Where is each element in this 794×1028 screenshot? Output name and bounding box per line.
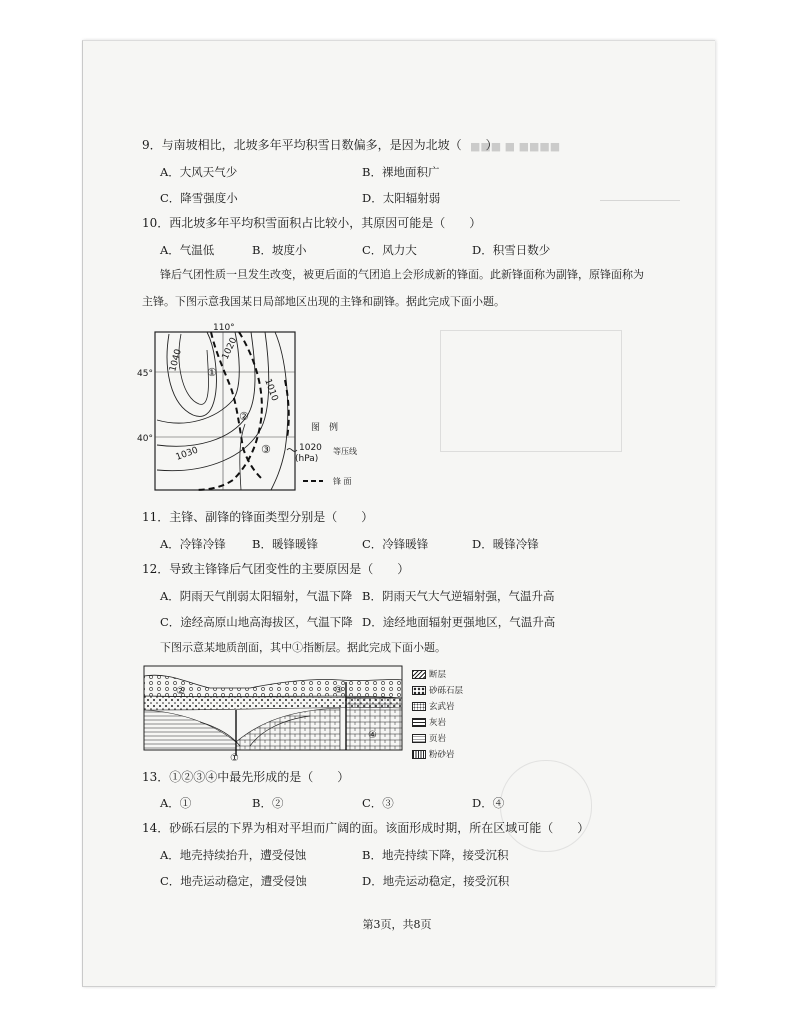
geologic-section: [140, 662, 410, 762]
isobar-1010: [271, 332, 288, 490]
section-point-1: ①: [230, 753, 239, 762]
shale-swatch: [412, 734, 426, 743]
legend-fault: 断层: [412, 668, 446, 680]
question-11-option-c[interactable]: C．冷锋暖锋: [362, 537, 429, 551]
question-14-option-a[interactable]: A．地壳持续抬升，遭受侵蚀: [160, 848, 307, 862]
question-13-option-c[interactable]: C．③: [362, 796, 394, 810]
legend-limestone: 灰岩: [412, 716, 446, 728]
limestone-swatch: [412, 718, 426, 727]
question-10-stem: 10．西北坡多年平均积雪面积占比较小，其原因可能是（ ）: [142, 216, 482, 230]
legend-shale: 页岩: [412, 732, 446, 744]
section-point-4: ④: [368, 730, 377, 741]
question-9-option-b[interactable]: B．裸地面积广: [362, 165, 440, 179]
question-14-stem: 14．砂砾石层的下界为相对平坦而广阔的面。该面形成时期，所在区域可能（ ）: [142, 821, 590, 835]
gravel-swatch: [412, 686, 426, 695]
siltstone-swatch: [412, 750, 426, 759]
question-11-option-a[interactable]: A．冷锋冷锋: [160, 537, 226, 551]
longitude-label-110: 110°: [213, 323, 235, 333]
map-point-2: ②: [239, 410, 249, 423]
question-11-stem: 11．主锋、副锋的锋面类型分别是（ ）: [142, 510, 374, 524]
isobar-label-1040: 1040: [168, 348, 184, 373]
legend-siltstone: 粉砂岩: [412, 748, 455, 760]
question-10-option-d[interactable]: D．积雪日数少: [472, 243, 551, 257]
question-12-option-c[interactable]: C．途经高原山地高海拔区，气温下降: [160, 615, 353, 629]
right-block: [346, 698, 402, 750]
bleed-through-mark: ■■■ ■ ■■■■: [470, 140, 561, 153]
isobar-label-1030: 1030: [174, 445, 200, 463]
question-14-option-b[interactable]: B．地壳持续下降，接受沉积: [362, 848, 509, 862]
page-number: 第3页，共8页: [362, 918, 432, 931]
passage-2-line-1: 下图示意某地质剖面，其中①指断层。据此完成下面小题。: [160, 641, 446, 654]
bleed-through-circle: [500, 760, 592, 852]
question-11-option-b[interactable]: B．暖锋暖锋: [252, 537, 318, 551]
question-13-option-a[interactable]: A．①: [160, 796, 192, 810]
basalt-swatch: [412, 702, 426, 711]
shale-layer-left: [144, 710, 236, 750]
question-9-stem: 9．与南坡相比，北坡多年平均积雪日数偏多，是因为北坡（ ）: [142, 138, 498, 152]
question-14-option-c[interactable]: C．地壳运动稳定，遭受侵蚀: [160, 874, 307, 888]
question-13-stem: 13．①②③④中最先形成的是（ ）: [142, 770, 350, 784]
isobar-label-1020: 1020: [220, 336, 240, 362]
map-legend-title: 图 例: [311, 423, 339, 433]
legend-front-label: 锋 面: [333, 477, 352, 486]
legend-isobar-unit: (hPa): [295, 454, 319, 464]
legend-isobar-label: 等压线: [333, 447, 357, 456]
question-9-option-a[interactable]: A．大风天气少: [160, 165, 238, 179]
latitude-label-45: 45°: [137, 369, 153, 379]
section-point-3: ③: [334, 685, 343, 696]
question-12-option-b[interactable]: B．阴雨天气大气逆辐射强，气温升高: [362, 589, 555, 603]
isobar-label-1010: 1010: [262, 377, 280, 403]
bleed-through-box: [440, 330, 622, 452]
question-12-option-a[interactable]: A．阴雨天气削弱太阳辐射，气温下降: [160, 589, 353, 603]
question-14-option-d[interactable]: D．地壳运动稳定，接受沉积: [362, 874, 510, 888]
isobar-low: [240, 424, 245, 490]
question-10-option-c[interactable]: C．风力大: [362, 243, 417, 257]
map-point-1: ①: [207, 366, 217, 379]
front-map: [135, 320, 415, 500]
legend-isobar-value: 1020: [299, 443, 322, 453]
isobar-inner: [179, 334, 209, 404]
question-10-option-b[interactable]: B．坡度小: [252, 243, 307, 257]
question-13-option-d[interactable]: D．④: [472, 796, 505, 810]
passage-1-line-2: 主锋。下图示意我国某日局部地区出现的主锋和副锋。据此完成下面小题。: [142, 295, 505, 308]
question-12-option-d[interactable]: D．途经地面辐射更强地区，气温升高: [362, 615, 556, 629]
question-10-option-a[interactable]: A．气温低: [160, 243, 215, 257]
map-point-3: ③: [261, 443, 271, 456]
question-11-option-d[interactable]: D．暖锋冷锋: [472, 537, 539, 551]
section-point-2: ②: [176, 686, 185, 697]
question-13-option-b[interactable]: B．②: [252, 796, 284, 810]
legend-gravel: 砂砾石层: [412, 684, 463, 696]
latitude-label-40: 40°: [137, 434, 153, 444]
bleed-through-mark: [600, 200, 680, 231]
question-12-stem: 12．导致主锋锋后气团变性的主要原因是（ ）: [142, 562, 410, 576]
question-9-option-d[interactable]: D．太阳辐射弱: [362, 191, 441, 205]
legend-basalt: 玄武岩: [412, 700, 455, 712]
fault-swatch: [412, 670, 426, 679]
question-9-option-c[interactable]: C．降雪强度小: [160, 191, 238, 205]
passage-1-line-1: 锋后气团性质一旦发生改变，被更后面的气团追上会形成新的锋面。此新锋面称为副锋，原锋面称为: [160, 268, 644, 281]
